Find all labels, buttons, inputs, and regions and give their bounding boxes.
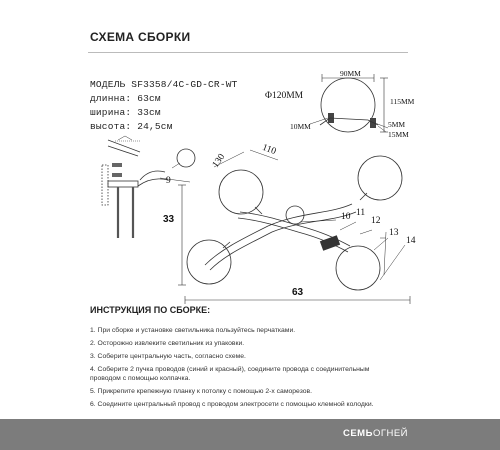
brand-light: ОГНЕЙ	[372, 428, 408, 439]
diameter-label: Φ120MM	[265, 91, 304, 101]
mount-10-label: 10MM	[290, 122, 311, 131]
part-11-label: 11	[356, 208, 366, 218]
instruction-step-2: 2. Осторожно извлеките светильник из упаковки.	[90, 340, 245, 347]
instruction-step-4-cont: проводом с помощью колпачка.	[90, 375, 191, 382]
spec-height: высота: 24,5см	[90, 121, 173, 132]
spec-length: длинна: 63см	[90, 93, 161, 104]
mount-15-label: 15MM	[388, 130, 409, 139]
brand-logo	[343, 428, 408, 439]
instructions-title: ИНСТРУКЦИЯ ПО СБОРКЕ:	[90, 305, 211, 315]
footer-bar	[0, 419, 500, 450]
shade-130-label: 130	[210, 152, 228, 170]
part-10-label: 10	[341, 212, 351, 222]
height-115-label: 115MM	[390, 97, 415, 106]
shade-bottom-right	[336, 246, 380, 290]
instruction-step-1: 1. При сборке и установке светильника пользуйтесь перчатками.	[90, 327, 296, 334]
part-9-label: 9	[166, 176, 171, 186]
page-title: СХЕМА СБОРКИ	[90, 30, 191, 44]
instruction-step-5: 5. Прикрепите крепежную планку к потолку с помощью 2-х саморезов.	[90, 388, 313, 395]
shade-110-label: 110	[260, 142, 278, 158]
part-12-label: 12	[371, 216, 381, 226]
brand-bold: СЕМЬ	[342, 428, 373, 439]
spec-width: ширина: 33см	[90, 107, 161, 118]
part-14-label: 14	[406, 236, 416, 246]
shade-top-right	[358, 156, 402, 200]
spec-model: МОДЕЛЬ SF3358/4C-GD-CR-WT	[90, 79, 238, 90]
mount-5-label: 5MM	[388, 120, 406, 129]
shade-top-left	[219, 170, 263, 214]
part-13-label: 13	[389, 228, 399, 238]
instruction-step-6: 6. Соедините центральный провод с проводом электросети с помощью клемной колодки.	[90, 401, 374, 408]
overall-height-label: 33	[163, 214, 175, 225]
shade-detail-circle	[321, 78, 375, 132]
overall-length-label: 63	[292, 287, 304, 298]
width-90-label: 90MM	[340, 69, 361, 78]
instruction-step-3: 3. Соберите центральную часть, согласно схеме.	[90, 353, 246, 360]
instruction-step-4: 4. Соберите 2 пучка проводов (синий и красный), соедините провода с соединительным	[90, 366, 370, 373]
